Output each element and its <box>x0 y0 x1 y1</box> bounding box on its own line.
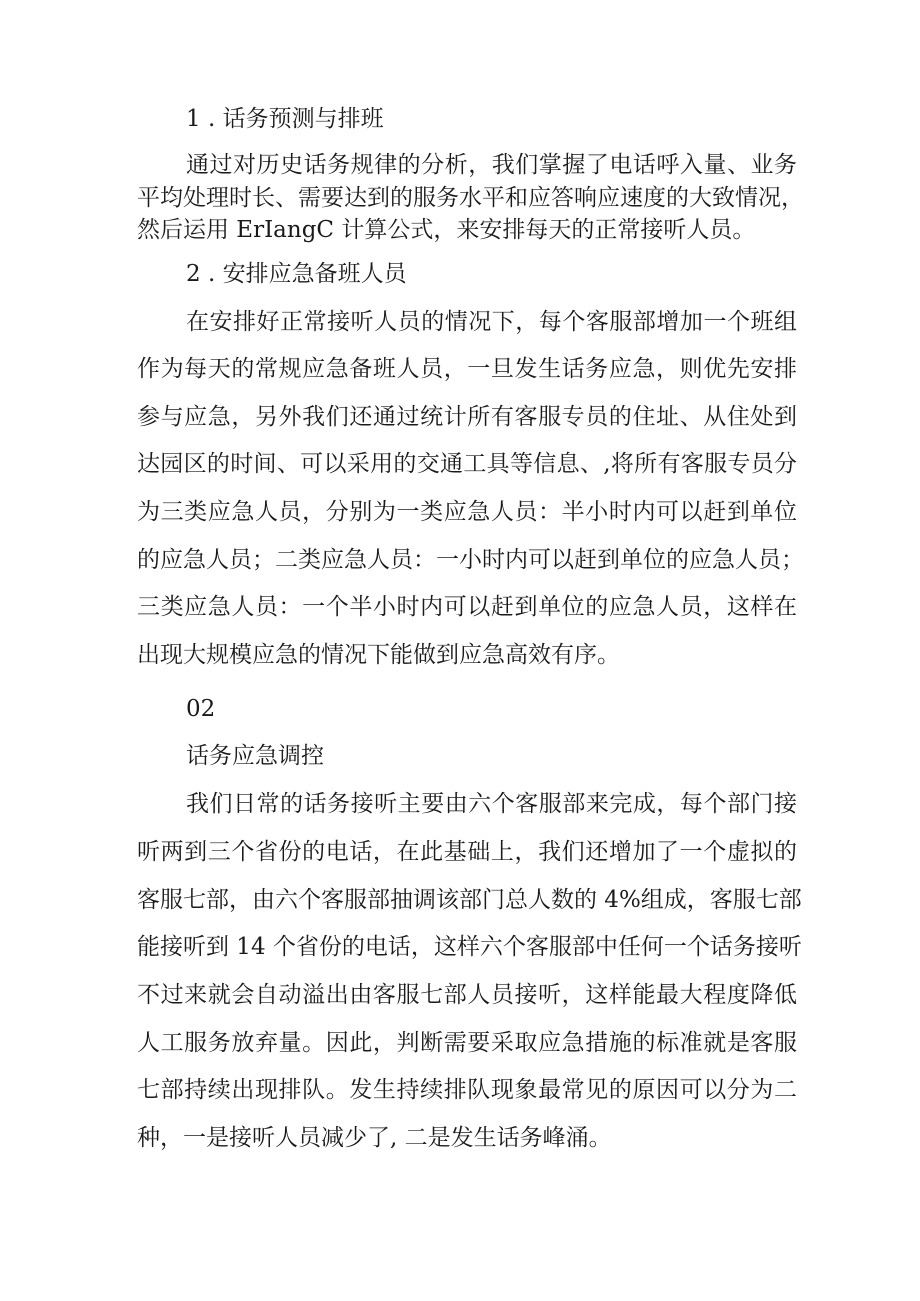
heading-emergency-standby: 2 . 安排应急备班人员 <box>186 261 407 287</box>
para2-line-1: 在安排好正常接听人员的情况下，每个客服部增加一个班组 <box>186 309 797 335</box>
para2-line-8: 出现大规模应急的情况下能做到应急高效有序。 <box>137 642 620 668</box>
para2-line-4: 达园区的时间、可以采用的交通工具等信息、,将所有客服专员分 <box>137 451 797 477</box>
para1-line-2: 平均处理时长、需要达到的服务水平和应答响应速度的大致情况， <box>137 185 804 211</box>
para3-line-4: 能接听到 14 个省份的电话，这样六个客服部中任何一个话务接听 <box>137 934 802 960</box>
para2-line-5: 为三类应急人员，分别为一类应急人员：半小时内可以赶到单位 <box>137 499 797 525</box>
para3-line-2: 听两到三个省份的电话，在此基础上，我们还增加了一个虚拟的 <box>137 839 797 865</box>
para2-line-7: 三类应急人员：一个半小时内可以赶到单位的应急人员，这样在 <box>137 594 797 620</box>
para3-line-6: 人工服务放弃量。因此，判断需要采取应急措施的标准就是客服 <box>137 1030 797 1056</box>
section-title: 话务应急调控 <box>186 743 324 769</box>
para2-line-2: 作为每天的常规应急备班人员，一旦发生话务应急，则优先安排 <box>137 356 797 382</box>
heading-forecast-scheduling: 1 . 话务预测与排班 <box>186 106 384 132</box>
para1-line-1: 通过对历史话务规律的分析，我们掌握了电话呼入量、业务 <box>186 152 797 178</box>
para1-line-3: 然后运用 ErIangC 计算公式，来安排每天的正常接听人员。 <box>137 217 756 243</box>
section-number: 02 <box>186 696 216 722</box>
para2-line-3: 参与应急，另外我们还通过统计所有客服专员的住址、从住处到 <box>137 404 797 430</box>
para3-line-8: 种，一是接听人员减少了, 二是发生话务峰涌。 <box>137 1125 612 1151</box>
para3-line-1: 我们日常的话务接听主要由六个客服部来完成，每个部门接 <box>186 791 797 817</box>
para3-line-7: 七部持续出现排队。发生持续排队现象最常见的原因可以分为二 <box>137 1077 797 1103</box>
para3-line-5: 不过来就会自动溢出由客服七部人员接听，这样能最大程度降低 <box>137 982 797 1008</box>
para2-line-6: 的应急人员；二类应急人员：一小时内可以赶到单位的应急人员； <box>137 547 804 573</box>
para3-line-3: 客服七部，由六个客服部抽调该部门总人数的 4%组成，客服七部 <box>137 887 802 913</box>
